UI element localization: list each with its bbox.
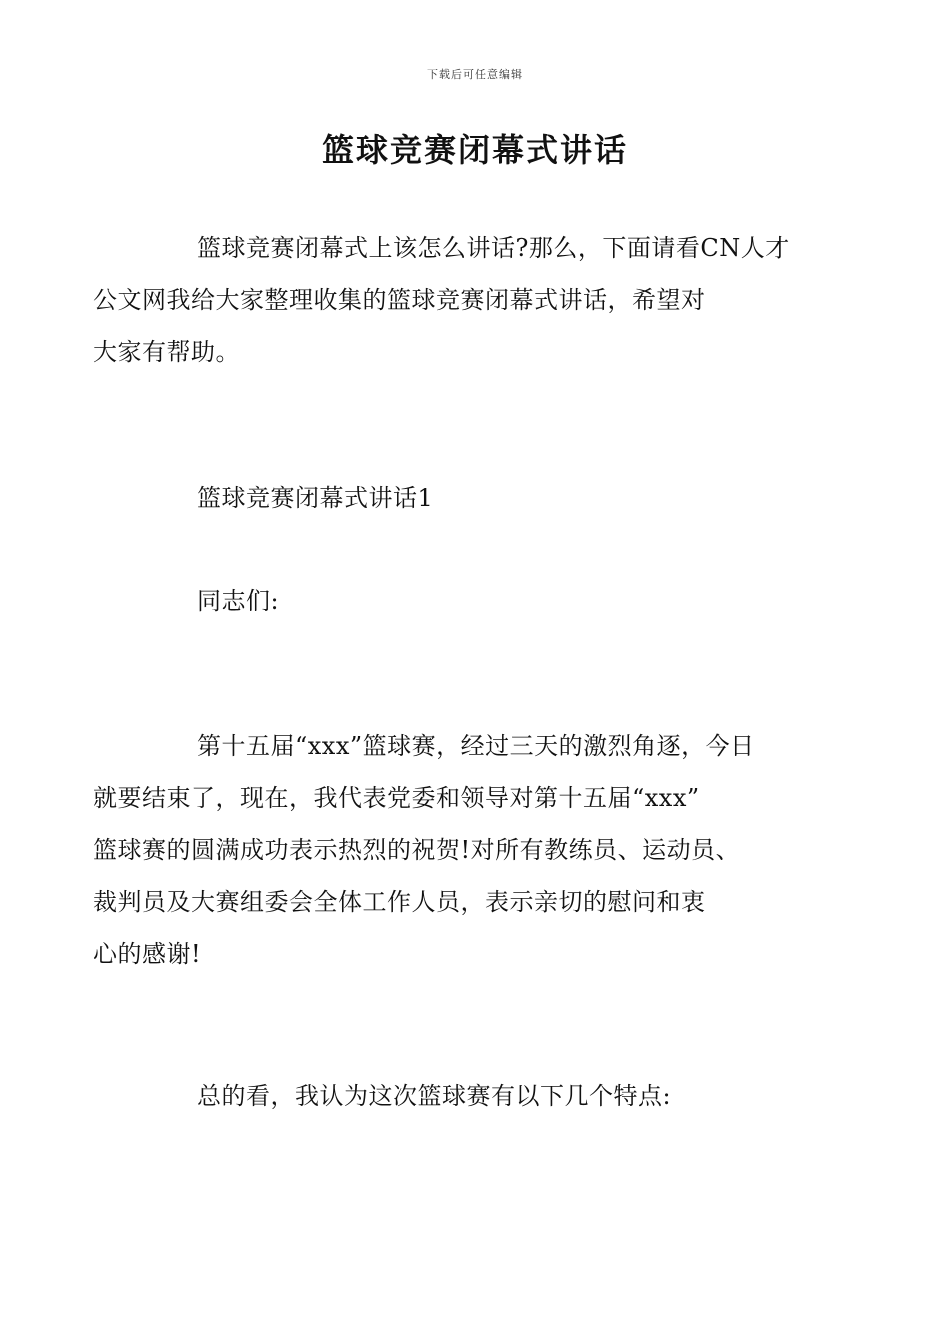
summary-paragraph: 总的看，我认为这次篮球赛有以下几个特点: (197, 1082, 672, 1110)
intro-paragraph (93, 222, 835, 378)
body-line: 第十五届“xxx”篮球赛，经过三天的激烈角逐，今日 (197, 732, 755, 760)
body-line: 心的感谢! (93, 940, 202, 968)
intro-line: 公文网我给大家整理收集的篮球竞赛闭幕式讲话，希望对 (93, 286, 706, 314)
body-line: 裁判员及大赛组委会全体工作人员，表示亲切的慰问和衷 (93, 888, 706, 916)
intro-line: 大家有帮助。 (93, 338, 240, 366)
section-heading: 篮球竞赛闭幕式讲话1 (197, 484, 434, 512)
body-paragraph (93, 720, 835, 980)
document-title: 篮球竞赛闭幕式讲话 (321, 131, 628, 169)
header-note: 下载后可任意编辑 (427, 68, 523, 81)
salutation: 同志们: (197, 587, 280, 615)
intro-line: 篮球竞赛闭幕式上该怎么讲话?那么，下面请看CN人才 (197, 234, 790, 262)
body-line: 篮球赛的圆满成功表示热烈的祝贺!对所有教练员、运动员、 (93, 836, 741, 864)
body-line: 就要结束了，现在，我代表党委和领导对第十五届“xxx” (93, 784, 700, 812)
